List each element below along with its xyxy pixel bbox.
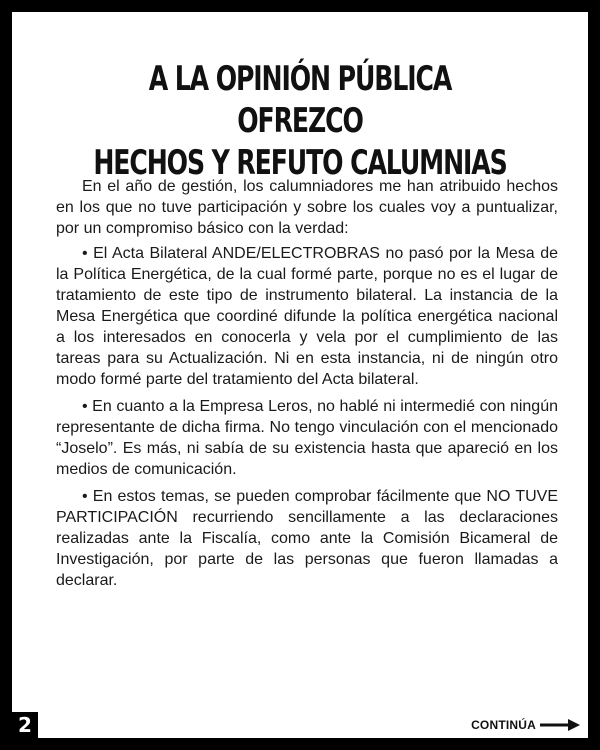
title-line-2: HECHOS Y REFUTO CALUMNIAS	[93, 143, 507, 183]
page-title	[87, 58, 513, 184]
intro-paragraph: En el año de gestión, los calumniadores me han atribuido hechos en los que no tuve participación y sobre los cuales voy a puntualizar, por un compromiso básico con la verdad:	[56, 178, 558, 237]
document-page	[12, 12, 588, 738]
continue-label: CONTINÚA	[471, 718, 536, 732]
title-line-1: A LA OPINIÓN PÚBLICA OFREZCO	[148, 59, 452, 141]
continue-indicator	[471, 718, 580, 732]
body-text	[56, 176, 558, 597]
bullet-paragraph-participacion: • En estos temas, se pueden comprobar fácilmente que NO TUVE PARTICIPACIÓN recurriendo sencillamente a las declaraciones realizadas ante la Fiscalía, como ante la Comisión Bicameral de Investigación, por parte de las personas que fueron llamadas a declarar.	[56, 488, 558, 589]
bullet-paragraph-acta: • El Acta Bilateral ANDE/ELECTROBRAS no pasó por la Mesa de la Política Energética, de la cual formé parte, porque no es el lugar de tratamiento de este tipo de instrumento bilateral. La instancia de la Mesa Energética que coordiné difunde la política energética nacional a los interesados en conocerla y vela por el cumplimiento de las tareas para su Actualización. Ni en esta instancia, ni de ningún otro modo formé parte del tratamiento del Acta bilateral.	[56, 245, 558, 388]
page-number: 2	[12, 712, 38, 738]
bullet-paragraph-leros: • En cuanto a la Empresa Leros, no hablé ni intermedié con ningún representante de dicha firma. No tengo vinculación con el mencionado “Joselo”. Es más, ni sabía de su existencia hasta que apareció en los medios de comunicación.	[56, 398, 558, 478]
arrow-right-icon	[540, 719, 580, 731]
